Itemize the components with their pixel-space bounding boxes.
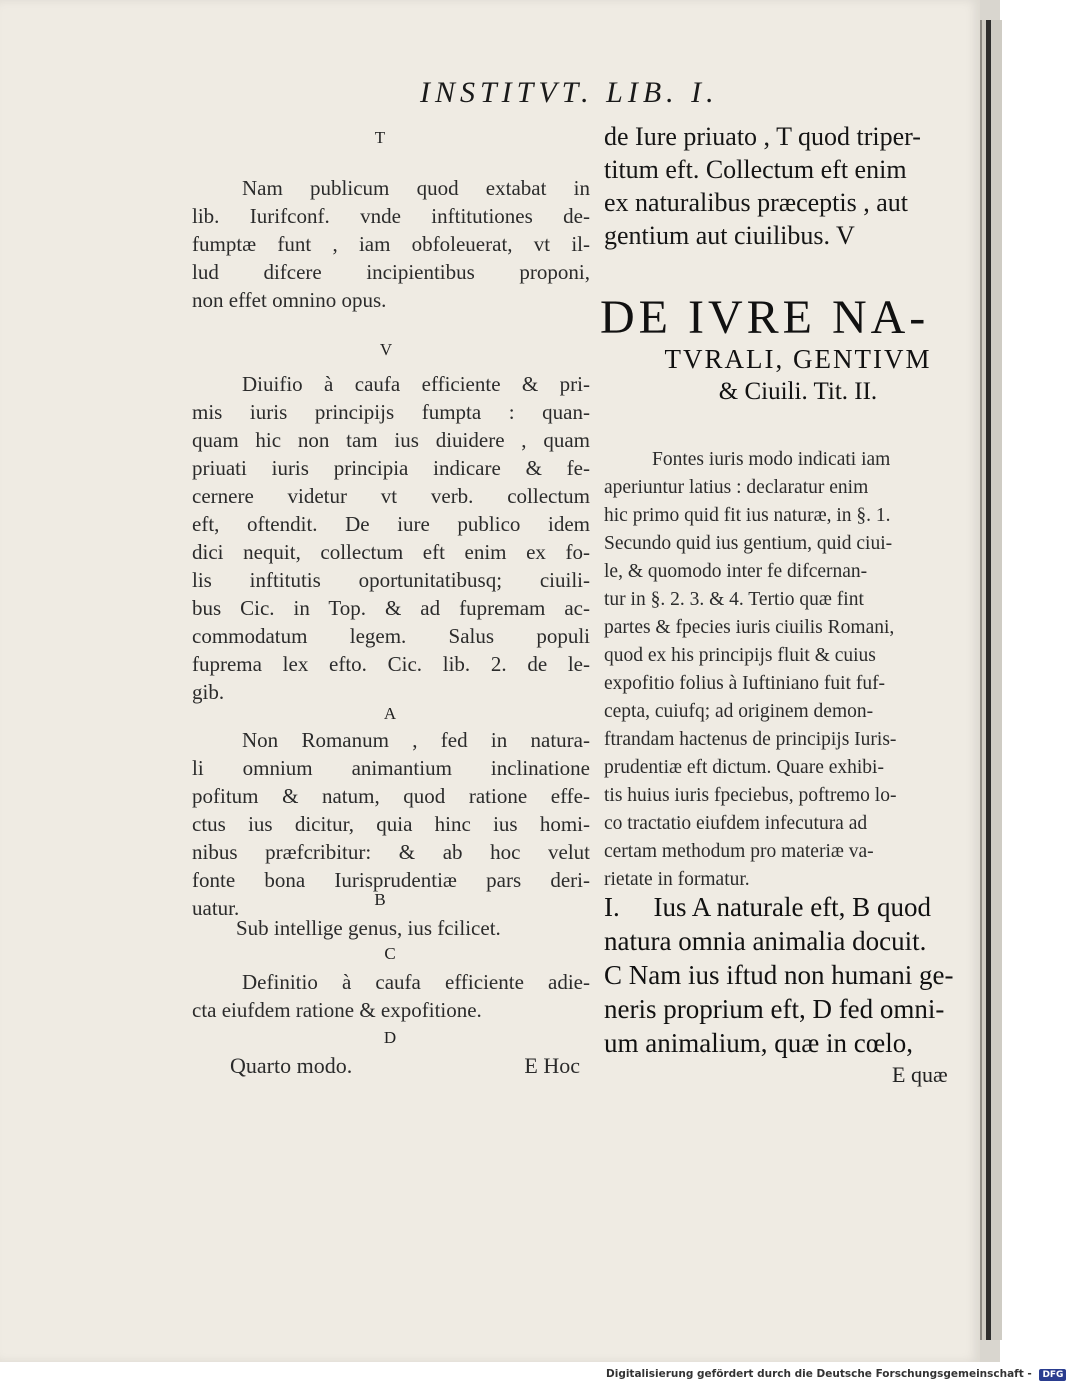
main-line: natura omnia animalia docuit. <box>604 926 927 956</box>
main-line: I. Ius A naturale eft, B quod <box>604 892 931 922</box>
text-line: de Iure priuato , T quod triper- <box>604 122 921 151</box>
right-catchword: E quæ <box>892 1062 948 1087</box>
summary-line: tis huius iuris fpeciebus, poftremo lo- <box>604 785 897 806</box>
footer-text: Digitalisierung gefördert durch die Deutsche Forschungsgemeinschaft - <box>606 1368 1032 1380</box>
main-line: um animalium, quæ in cœlo, <box>604 1028 913 1058</box>
note-line: cta eiufdem ratione & expofitione. <box>192 998 482 1022</box>
note-t <box>192 174 590 314</box>
summary-line: co tractatio eiufdem infecutura ad <box>604 813 868 834</box>
title-third-line: & Ciuili. Tit. II. <box>718 378 878 405</box>
text-line: gentium aut ciuilibus. V <box>604 221 855 250</box>
page-edge-bar <box>986 20 991 1340</box>
note-line: Non Romanum , fed in natura- <box>242 728 590 752</box>
note-c <box>192 968 590 1024</box>
note-line: non effet omnino opus. <box>192 288 387 312</box>
summary-line: partes & fpecies iuris ciuilis Romani, <box>604 617 895 638</box>
summary-line: cepta, cuiufq; ad originem demon- <box>604 701 874 722</box>
footer <box>606 1368 1064 1388</box>
note-line: eft, oftendit. De iure publico idem <box>192 512 590 536</box>
note-line: nibus præfcribitur: & ab hoc velut <box>192 840 590 864</box>
note-line: fumptæ funt , iam obfoleuerat, vt il- <box>192 232 590 256</box>
summary-paragraph <box>604 446 982 894</box>
note-line: quam hic non tam ius diuidere , quam <box>192 428 590 452</box>
note-b <box>236 914 590 942</box>
title-heading: DE IVRE NA- <box>600 291 930 344</box>
summary-line: prudentiæ eft dictum. Quare exhibi- <box>604 757 884 778</box>
note-line: uatur. <box>192 896 240 920</box>
note-line: pofitum & natum, quod ratione effe- <box>192 784 590 808</box>
note-line: lib. Iurifconf. vnde inftitutiones de- <box>192 204 590 228</box>
note-d <box>230 1052 590 1080</box>
summary-line: quod ex his principijs fluit & cuius <box>604 645 876 666</box>
main-line: neris proprium eft, D fed omni- <box>604 994 945 1024</box>
note-line: priuati iuris principia indicare & fe- <box>192 456 590 480</box>
note-v <box>192 370 590 706</box>
note-line: Nam publicum quod extabat in <box>242 176 590 200</box>
note-line: li omnium animantium inclinatione <box>192 756 590 780</box>
note-line: gib. <box>192 680 225 704</box>
note-line: Definitio à caufa efficiente adie- <box>242 970 590 994</box>
dfg-logo: DFG <box>1039 1369 1066 1381</box>
summary-line: hic primo quid fit ius naturæ, in §. 1. <box>604 505 891 526</box>
text-line: ex naturalibus præceptis , aut <box>604 188 908 217</box>
note-letter-b: B <box>374 890 386 909</box>
summary-line: Fontes iuris modo indicati iam <box>652 449 891 470</box>
note-line: lud difcere incipientibus proponi, <box>192 260 590 284</box>
note-line: fuprema lex efto. Cic. lib. 2. de le- <box>192 652 590 676</box>
note-d-text: Quarto modo. <box>230 1053 353 1078</box>
note-letter-c: C <box>384 944 396 963</box>
summary-line: le, & quomodo inter fe difcernan- <box>604 561 868 582</box>
main-paragraph <box>604 890 982 1060</box>
summary-line: rietate in formatur. <box>604 869 750 890</box>
summary-line: aperiuntur latius : declaratur enim <box>604 477 869 498</box>
note-line: Sub intellige genus, ius fcilicet. <box>236 916 501 940</box>
note-letter-t: T <box>374 128 386 147</box>
note-line: ctus ius dicitur, quia hinc ius homi- <box>192 812 590 836</box>
summary-line: certam methodum pro materiæ va- <box>604 841 874 862</box>
note-line: dici nequit, collectum eft enim ex fo- <box>192 540 590 564</box>
note-line: cernere videtur vt verb. collectum <box>192 484 590 508</box>
summary-line: tur in §. 2. 3. & 4. Tertio quæ fint <box>604 589 864 610</box>
left-catchword: E Hoc <box>524 1053 580 1078</box>
text-line: titum eft. Collectum eft enim <box>604 155 907 184</box>
note-line: Diuifio à caufa efficiente & pri- <box>242 372 590 396</box>
note-line: mis iuris principijs fumpta : quan- <box>192 400 590 424</box>
summary-line: Secundo quid ius gentium, quid ciui- <box>604 533 893 554</box>
note-line: bus Cic. in Top. & ad fupremam ac- <box>192 596 590 620</box>
note-line: commodatum legem. Salus populi <box>192 624 590 648</box>
summary-line: ftrandam hactenus de principijs Iuris- <box>604 729 897 750</box>
main-line: C Nam ius iftud non humani ge- <box>604 960 954 990</box>
note-letter-v: V <box>379 340 393 359</box>
title-subheading: TVRALI, GENTIVM <box>664 344 932 374</box>
summary-line: expofitio folius à Iuftiniano fuit fuf- <box>604 673 886 694</box>
right-top-text <box>604 120 984 252</box>
note-line: fonte bona Iurisprudentiæ pars deri- <box>192 868 590 892</box>
note-letter-d: D <box>383 1028 397 1047</box>
note-letter-a: A <box>383 704 397 723</box>
note-line: lis inftitutis oportunitatibusq; ciuili- <box>192 568 590 592</box>
running-head: INSTITVT. LIB. I. <box>420 76 719 109</box>
